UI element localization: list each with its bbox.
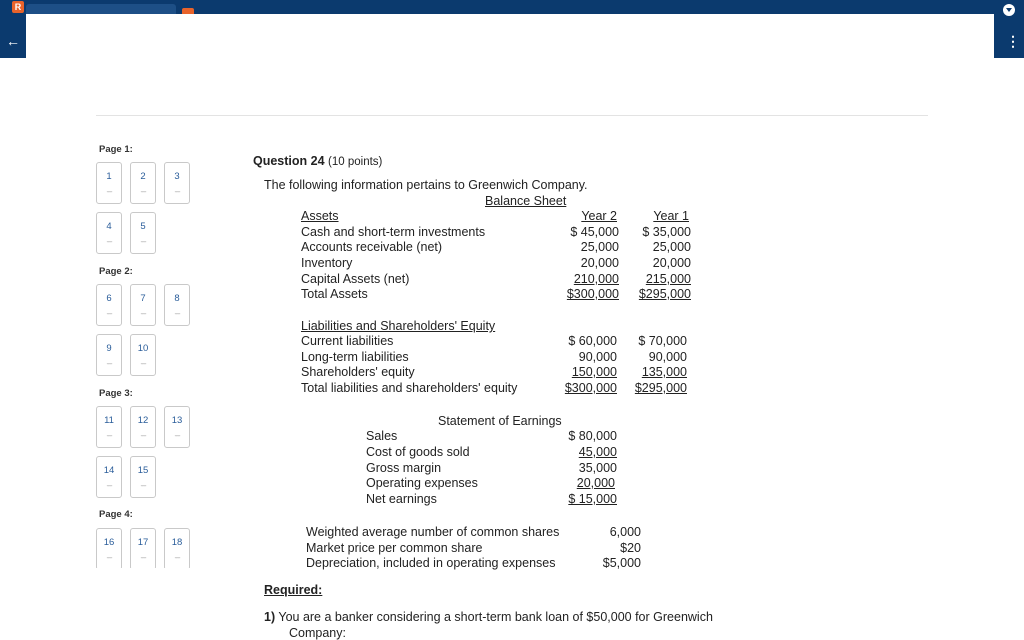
page-label: Page 2: bbox=[99, 266, 133, 277]
asset-y1: 25,000 bbox=[652, 240, 691, 254]
earnings-label: Sales bbox=[366, 429, 398, 443]
asset-y2: $ 45,000 bbox=[570, 225, 619, 239]
browser-tab[interactable] bbox=[26, 4, 176, 14]
liability-label: Current liabilities bbox=[301, 334, 394, 348]
question-button-8[interactable]: 8 --- bbox=[164, 284, 190, 326]
earnings-label: Net earnings bbox=[366, 492, 437, 506]
question-button-15[interactable]: 15 --- bbox=[130, 456, 156, 498]
question-button-16[interactable]: 16 --- bbox=[96, 528, 122, 568]
question-button-4[interactable]: 4 --- bbox=[96, 212, 122, 254]
question-button-11[interactable]: 11 --- bbox=[96, 406, 122, 448]
earnings-label: Operating expenses bbox=[366, 476, 478, 490]
question-button-2[interactable]: 2 --- bbox=[130, 162, 156, 204]
earnings-title: Statement of Earnings bbox=[438, 414, 562, 428]
liability-y1: 135,000 bbox=[641, 365, 687, 379]
question-button-17[interactable]: 17 --- bbox=[130, 528, 156, 568]
question-navigator bbox=[96, 140, 206, 568]
assets-heading: Assets bbox=[301, 209, 339, 223]
question-button-14[interactable]: 14 --- bbox=[96, 456, 122, 498]
arrow-left-icon[interactable]: ← bbox=[6, 33, 20, 49]
question-button-6[interactable]: 6 --- bbox=[96, 284, 122, 326]
liability-label: Long-term liabilities bbox=[301, 350, 409, 364]
question-button-13[interactable]: 13 --- bbox=[164, 406, 190, 448]
question-button-9[interactable]: 9 --- bbox=[96, 334, 122, 376]
divider bbox=[96, 115, 928, 116]
asset-y2: 25,000 bbox=[580, 240, 619, 254]
question-button-10[interactable]: 10 --- bbox=[130, 334, 156, 376]
col-year1: Year 1 bbox=[653, 209, 689, 223]
app-logo: R bbox=[12, 1, 24, 13]
question-title: Question 24 bbox=[253, 154, 325, 168]
earnings-value: 35,000 bbox=[578, 461, 617, 475]
question-button-12[interactable]: 12 --- bbox=[130, 406, 156, 448]
question-button-5[interactable]: 5 --- bbox=[130, 212, 156, 254]
earnings-label: Gross margin bbox=[366, 461, 442, 475]
required-line-2: Company: bbox=[289, 626, 346, 640]
required-label: Required: bbox=[264, 583, 323, 597]
col-year2: Year 2 bbox=[581, 209, 617, 223]
asset-y2: $300,000 bbox=[566, 287, 619, 301]
page-label: Page 4: bbox=[99, 509, 133, 520]
liability-y2: $300,000 bbox=[564, 381, 617, 395]
other-value: $5,000 bbox=[602, 556, 641, 570]
asset-y1: $ 35,000 bbox=[642, 225, 691, 239]
asset-y2: 210,000 bbox=[573, 272, 619, 286]
asset-label: Total Assets bbox=[301, 287, 368, 301]
question-button-3[interactable]: 3 --- bbox=[164, 162, 190, 204]
question-points: (10 points) bbox=[328, 156, 383, 168]
asset-y1: 20,000 bbox=[652, 256, 691, 270]
liabilities-heading: Liabilities and Shareholders' Equity bbox=[301, 319, 496, 333]
liability-y2: 150,000 bbox=[571, 365, 617, 379]
asset-label: Inventory bbox=[301, 256, 353, 270]
required-line-1: You are a banker considering a short-term bank loan of $50,000 for Greenwich bbox=[278, 610, 713, 624]
page-label: Page 3: bbox=[99, 388, 133, 399]
liability-label: Shareholders' equity bbox=[301, 365, 415, 379]
question-button-1[interactable]: 1 --- bbox=[96, 162, 122, 204]
question-intro: The following information pertains to Greenwich Company. bbox=[264, 178, 588, 192]
asset-y1: $295,000 bbox=[638, 287, 691, 301]
asset-label: Capital Assets (net) bbox=[301, 272, 410, 286]
other-value: $20 bbox=[620, 541, 641, 555]
other-label: Weighted average number of common shares bbox=[306, 525, 560, 539]
earnings-value: $ 80,000 bbox=[568, 429, 617, 443]
other-value: 6,000 bbox=[609, 525, 641, 539]
asset-label: Cash and short-term investments bbox=[301, 225, 486, 239]
balance-sheet-title: Balance Sheet bbox=[485, 194, 567, 208]
liability-y1: 90,000 bbox=[648, 350, 687, 364]
right-nav-strip bbox=[994, 14, 1024, 58]
required-text: 1) You are a banker considering a short-term bank loan of $50,000 for Greenwich bbox=[264, 610, 713, 624]
page-label: Page 1: bbox=[99, 144, 133, 155]
asset-label: Accounts receivable (net) bbox=[301, 240, 443, 254]
liability-y2: $ 60,000 bbox=[568, 334, 617, 348]
question-button-7[interactable]: 7 --- bbox=[130, 284, 156, 326]
liability-y1: $ 70,000 bbox=[638, 334, 687, 348]
other-label: Market price per common share bbox=[306, 541, 483, 555]
asset-y2: 20,000 bbox=[580, 256, 619, 270]
question-heading bbox=[253, 154, 382, 168]
earnings-label: Cost of goods sold bbox=[366, 445, 470, 459]
liability-y2: 90,000 bbox=[578, 350, 617, 364]
question-button-18[interactable]: 18 --- bbox=[164, 528, 190, 568]
left-nav-strip bbox=[0, 14, 26, 58]
liability-y1: $295,000 bbox=[634, 381, 687, 395]
browser-top-bar bbox=[0, 0, 1024, 14]
earnings-value: $ 15,000 bbox=[568, 492, 617, 506]
asset-y1: 215,000 bbox=[645, 272, 691, 286]
earnings-value: 20,000 bbox=[576, 476, 615, 490]
chevron-down-icon[interactable] bbox=[1003, 4, 1015, 16]
more-vertical-icon[interactable]: ⋮ bbox=[1006, 33, 1020, 49]
earnings-value: 45,000 bbox=[578, 445, 617, 459]
tab-indicator bbox=[182, 8, 194, 14]
other-label: Depreciation, included in operating expenses bbox=[306, 556, 556, 570]
liability-label: Total liabilities and shareholders' equity bbox=[301, 381, 518, 395]
